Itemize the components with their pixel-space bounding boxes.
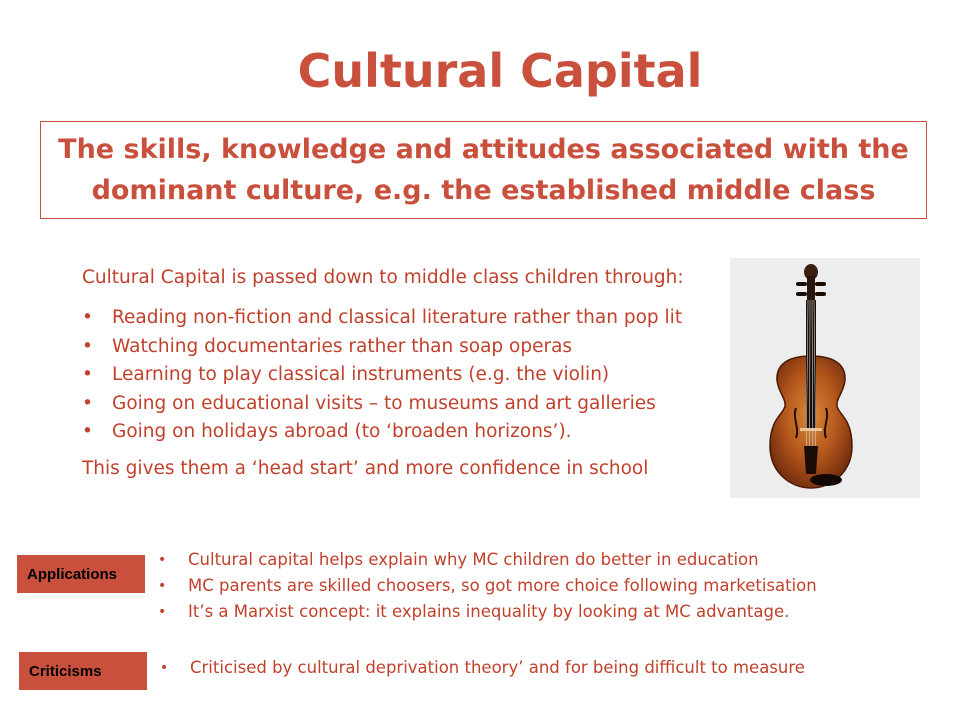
list-item: • Criticised by cultural deprivation theory’ and for being difficult to measure	[160, 655, 805, 681]
criticisms-label: Criticisms	[19, 652, 147, 690]
list-item: • Going on holidays abroad (to ‘broaden horizons’).	[82, 418, 684, 447]
applications-label: Applications	[17, 555, 145, 593]
transmission-list	[82, 304, 684, 447]
definition-box	[40, 121, 927, 219]
applications-list	[158, 547, 817, 625]
definition-line-2: dominant culture, e.g. the established middle class	[91, 175, 876, 206]
intro-text: Cultural Capital is passed down to middle class children through:	[82, 267, 684, 288]
violin-icon	[730, 258, 920, 498]
list-item: • It’s a Marxist concept: it explains inequality by looking at MC advantage.	[158, 599, 817, 625]
slide-title: Cultural Capital	[297, 44, 703, 98]
list-item: • Going on educational visits – to museums and art galleries	[82, 390, 684, 419]
main-content	[82, 266, 684, 481]
list-item: • Reading non-fiction and classical literature rather than pop lit	[82, 304, 684, 333]
definition-line-1: The skills, knowledge and attitudes associated with the	[58, 134, 909, 165]
outro-text: This gives them a ‘head start’ and more confidence in school	[82, 457, 649, 479]
list-item: • Learning to play classical instruments (e.g. the violin)	[82, 361, 684, 390]
list-item: • MC parents are skilled choosers, so got more choice following marketisation	[158, 573, 817, 599]
criticisms-list	[160, 655, 805, 681]
list-item: • Watching documentaries rather than soap operas	[82, 333, 684, 362]
list-item: • Cultural capital helps explain why MC children do better in education	[158, 547, 817, 573]
violin-image	[730, 258, 920, 498]
